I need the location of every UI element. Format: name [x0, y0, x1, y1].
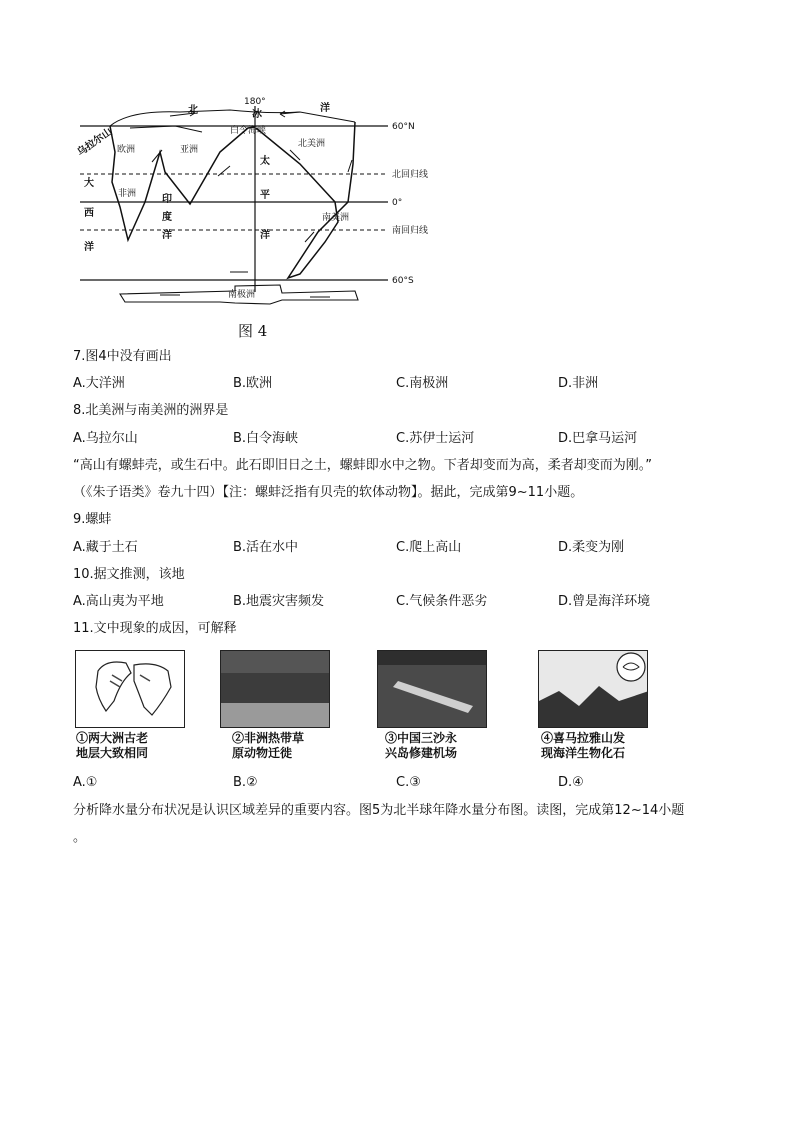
picture-3-caption-line-2: 兴岛修建机场 [385, 746, 458, 760]
picture-1-caption [76, 731, 148, 761]
question-10: 10.据文推测，该地 [73, 567, 185, 582]
picture-4-himalaya-fossil [538, 650, 648, 728]
africa-label: 非洲 [118, 189, 137, 199]
indian-du-label: 度 [162, 212, 172, 223]
picture-2-caption-line-2: 原动物迁徙 [232, 746, 293, 760]
indian-yin-label: 印 [162, 194, 172, 205]
picture-1-continents-map [75, 650, 185, 728]
lat-60n-label: 60°N [392, 122, 415, 132]
picture-3-caption [385, 731, 457, 761]
atlantic-xi-label: 西 [84, 208, 94, 219]
bering-label: 白令海峡 [230, 126, 267, 136]
q10-option-a[interactable]: A.高山夷为平地 [73, 594, 164, 609]
pacific-yang-label: 洋 [260, 230, 270, 241]
picture-2-caption-line-1: ②非洲热带草 [232, 731, 305, 745]
lon-180-label: 180° [244, 97, 266, 107]
pacific-tai-label: 太 [260, 156, 270, 167]
question-8: 8.北美洲与南美洲的洲界是 [73, 403, 229, 418]
q9-option-c[interactable]: C.爬上高山 [396, 540, 462, 555]
intro-line-1: 分析降水量分布状况是认识区域差异的重要内容。图5为北半球年降水量分布图。读图，完成第12~14小题 [73, 803, 685, 818]
question-7: 7.图4中没有画出 [73, 349, 172, 364]
passage-line-1: “高山有螺蚌壳，或生石中。此石即旧日之土，螺蚌即水中之物。下者却变而为高，柔者却变而为刚。” [73, 458, 652, 473]
namerica-label: 北美洲 [298, 139, 326, 149]
arctic-yang-label: 洋 [320, 103, 330, 114]
q9-option-d[interactable]: D.柔变为刚 [558, 540, 625, 555]
arctic-bing-label: 冰 [252, 109, 262, 120]
tropic-s-label: 南回归线 [392, 226, 429, 236]
europe-label: 欧洲 [117, 145, 136, 155]
q11-option-b[interactable]: B.② [233, 775, 258, 790]
asia-label: 亚洲 [180, 145, 199, 155]
q9-option-a[interactable]: A.藏于土石 [73, 540, 138, 555]
question-11: 11.文中现象的成因，可解释 [73, 621, 237, 636]
q11-option-c[interactable]: C.③ [396, 775, 421, 790]
antarctica-label: 南极洲 [228, 290, 256, 300]
q10-option-b[interactable]: B.地震灾害频发 [233, 594, 325, 609]
q10-option-c[interactable]: C.气候条件恶劣 [396, 594, 488, 609]
picture-1-caption-line-2: 地层大致相同 [76, 746, 149, 760]
figure-caption: 图 4 [238, 322, 268, 340]
picture-2-caption [232, 731, 304, 761]
picture-3-caption-line-1: ③中国三沙永 [385, 731, 458, 745]
q9-option-b[interactable]: B.活在水中 [233, 540, 299, 555]
q7-option-a[interactable]: A.大洋洲 [73, 376, 125, 391]
picture-2-savanna [220, 650, 330, 728]
tropic-n-label: 北回归线 [392, 170, 429, 180]
equator-label: 0° [392, 198, 403, 208]
question-9: 9.螺蚌 [73, 512, 112, 527]
q7-option-c[interactable]: C.南极洲 [396, 376, 449, 391]
q7-option-b[interactable]: B.欧洲 [233, 376, 273, 391]
q8-option-d[interactable]: D.巴拿马运河 [558, 431, 638, 446]
q10-option-d[interactable]: D.曾是海洋环境 [558, 594, 651, 609]
ural-label: 乌拉尔山 [75, 126, 115, 159]
q11-option-d[interactable]: D.④ [558, 775, 584, 790]
indian-yang-label: 洋 [162, 230, 172, 241]
figure-4-map [70, 92, 430, 342]
lat-60s-label: 60°S [392, 276, 414, 286]
samerica-label: 南美洲 [322, 213, 350, 223]
q8-option-a[interactable]: A.乌拉尔山 [73, 431, 138, 446]
picture-4-caption-line-2: 现海洋生物化石 [541, 746, 626, 760]
q11-option-a[interactable]: A.① [73, 775, 98, 790]
pacific-ping-label: 平 [260, 190, 270, 201]
arctic-bei-label: 北 [188, 105, 198, 116]
atlantic-da-label: 大 [84, 178, 94, 189]
passage-line-2: （《朱子语类》卷九十四）【注：螺蚌泛指有贝壳的软体动物】。据此，完成第9~11小题。 [73, 485, 584, 500]
picture-1-caption-line-1: ①两大洲古老 [76, 731, 149, 745]
picture-4-caption [541, 731, 625, 761]
q8-option-c[interactable]: C.苏伊士运河 [396, 431, 475, 446]
intro-line-2: 。 [73, 830, 87, 845]
q8-option-b[interactable]: B.白令海峡 [233, 431, 299, 446]
atlantic-yang-label: 洋 [84, 242, 94, 253]
picture-4-caption-line-1: ④喜马拉雅山发 [541, 731, 626, 745]
picture-3-airport [377, 650, 487, 728]
q7-option-d[interactable]: D.非洲 [558, 376, 599, 391]
